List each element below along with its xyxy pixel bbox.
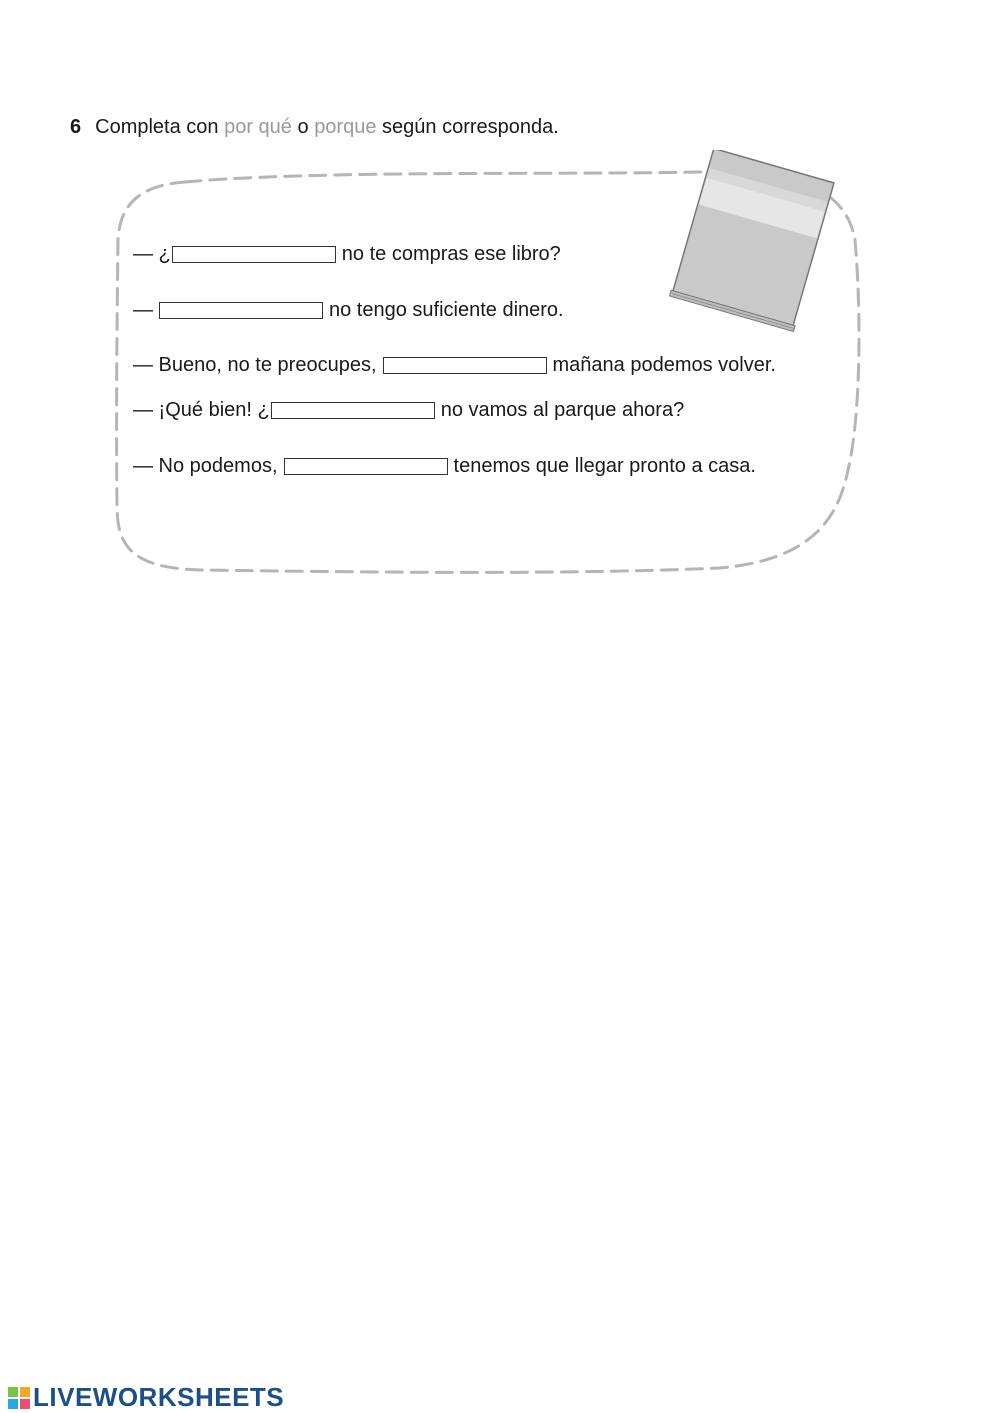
answer-blank-5[interactable]	[284, 458, 448, 475]
instruction-text-middle: o	[291, 116, 315, 138]
line-3-before: — Bueno, no te preocupes,	[133, 353, 377, 376]
dialogue-line-2	[133, 297, 564, 323]
dialogue-line-1	[133, 241, 561, 267]
line-4-after: no vamos al parque ahora?	[440, 398, 685, 421]
dialogue-line-3	[133, 352, 776, 378]
line-1-before: — ¿	[133, 242, 171, 265]
logo-text: LIVEWORKSHEETS	[33, 1382, 285, 1412]
instruction-text-before: Completa con	[95, 116, 225, 138]
answer-blank-3[interactable]	[383, 357, 547, 374]
dialogue-line-5	[133, 453, 756, 479]
line-1-after: no te compras ese libro?	[341, 242, 561, 265]
line-2-after: no tengo suficiente dinero.	[329, 298, 564, 321]
option-porque: porque	[314, 116, 377, 138]
exercise-number: 6	[70, 116, 82, 138]
line-2-before: —	[133, 298, 153, 321]
book-icon	[660, 150, 840, 335]
answer-blank-4[interactable]	[271, 402, 435, 419]
answer-blank-1[interactable]	[172, 246, 336, 263]
liveworksheets-logo-icon	[8, 1387, 30, 1409]
liveworksheets-logo[interactable]	[8, 1382, 284, 1413]
line-5-before: — No podemos,	[133, 454, 278, 477]
answer-blank-2[interactable]	[159, 302, 323, 319]
line-5-after: tenemos que llegar pronto a casa.	[453, 454, 756, 477]
dialogue-line-4	[133, 397, 684, 423]
instruction-text-after: según corresponda.	[376, 116, 559, 138]
line-4-before: — ¡Qué bien! ¿	[133, 398, 270, 421]
line-3-after: mañana podemos volver.	[552, 353, 776, 376]
option-por-que: por qué	[224, 116, 292, 138]
